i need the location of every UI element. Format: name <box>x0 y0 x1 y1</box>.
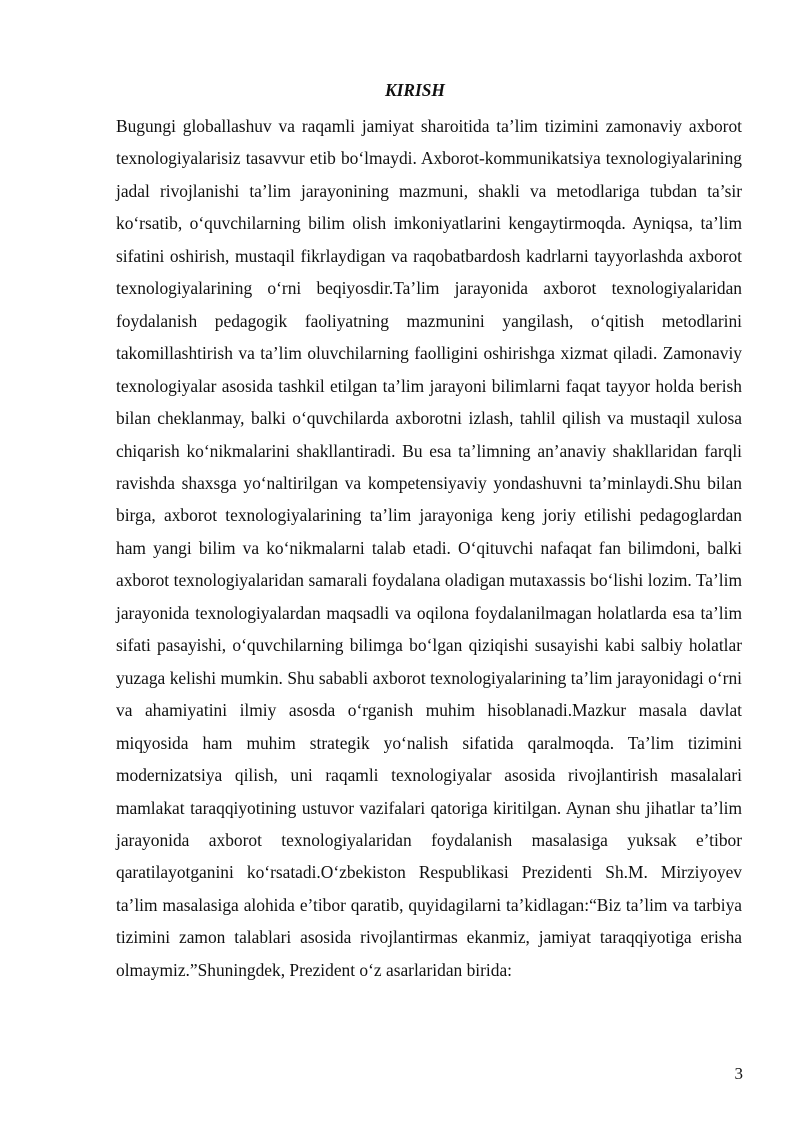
body-paragraph: Bugungi globallashuv va raqamli jamiyat sharoitida ta’lim tizimini zamonaviy axborot texnologiyalarisiz tasavvur etib bo‘lmaydi. Axborot-kommunikatsiya texnologiyalarining jadal rivojlanishi ta’lim jarayonining mazmuni, shakli va metodlariga tubdan ta’sir ko‘rsatib, o‘quvchilarning bilim olish imkoniyatlarini kengaytirmoqda. Ayniqsa, ta’lim sifatini oshirish, mustaqil fikrlaydigan va raqobatbardosh kadrlarni tayyorlashda axborot texnologiyalarining o‘rni beqiyosdir.Ta’lim jarayonida axborot texnologiyalaridan foydalanish pedagogik faoliyatning mazmunini yangilash, o‘qitish metodlarini takomillashtirish va ta’lim oluvchilarning faolligini oshirishga xizmat qiladi. Zamonaviy texnologiyalar asosida tashkil etilgan ta’lim jarayoni bilimlarni faqat tayyor holda berish bilan cheklanmay, balki o‘quvchilarda axborotni izlash, tahlil qilish va mustaqil xulosa chiqarish ko‘nikmalarini shakllantiradi. Bu esa ta’limning an’anaviy shakllaridan farqli ravishda shaxsga yo‘naltirilgan va kompetensiyaviy yondashuvni ta’minlaydi.Shu bilan birga, axborot texnologiyalarining ta’lim jarayoniga keng joriy etilishi pedagoglardan ham yangi bilim va ko‘nikmalarni talab etadi. O‘qituvchi nafaqat fan bilimdoni, balki axborot texnologiyalaridan samarali foydalana oladigan mutaxassis bo‘lishi lozim. Ta’lim jarayonida texnologiyalardan maqsadli va oqilona foydalanilmagan holatlarda esa ta’lim sifati pasayishi, o‘quvchilarning bilimga bo‘lgan qiziqishi susayishi kabi salbiy holatlar yuzaga kelishi mumkin. Shu sababli axborot texnologiyalarining ta’lim jarayonidagi o‘rni va ahamiyatini ilmiy asosda o‘rganish muhim hisoblanadi.Mazkur masala davlat miqyosida ham muhim strategik yo‘nalish sifatida qaralmoqda. Ta’lim tizimini modernizatsiya qilish, uni raqamli texnologiyalar asosida rivojlantirish masalalari mamlakat taraqqiyotining ustuvor vazifalari qatoriga kiritilgan. Aynan shu jihatlar ta’lim jarayonida axborot texnologiyalaridan foydalanish masalasiga yuksak e’tibor qaratilayotganini ko‘rsatadi.O‘zbekiston Respublikasi Prezidenti Sh.M. Mirziyoyev ta’lim masalasiga alohida e’tibor qaratib, quyidagilarni ta’kidlagan:“Biz ta’lim va tarbiya tizimini zamon talablari asosida rivojlantirmas ekanmiz, jamiyat taraqqiyotiga erisha olmaymiz.”Shuningdek, Prezident o‘z asarlaridan birida: <box>116 116 742 980</box>
page-number: 3 <box>734 1064 743 1083</box>
section-title: KIRISH <box>385 80 445 100</box>
